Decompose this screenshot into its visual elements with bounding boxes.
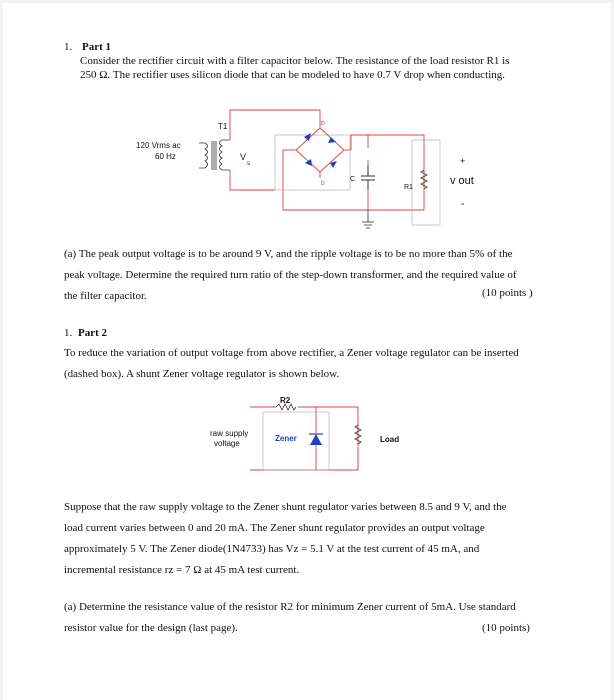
svg-text:D: D [321,121,325,127]
part1-title: Part 1 [82,41,112,53]
part2-body-line-2: load current varies between 0 and 20 mA. The Zener shunt regulator provides an output voltage [64,522,485,534]
zener-wiring [250,407,358,470]
part1-question-a-points: (10 points ) [482,287,533,299]
part2-title: Part 2 [78,327,108,339]
part1-question-a-line-1: (a) The peak output voltage is to be around 9 V, and the ripple voltage is to be no more than 5% of the [64,248,513,260]
part2-body [64,497,554,581]
vs-subscript: s [247,161,250,167]
vs-label: V [240,152,247,162]
part2-question-a-line-1: (a) Determine the resistance value of the resistor R2 for minimum Zener current of 5mA. Use standard [64,601,516,613]
part2-number: 1. [64,327,73,339]
ground-symbol [362,210,374,228]
source-frequency-label: 60 Hz [155,152,176,161]
vout-label: v out [450,175,474,187]
part1-question-a-line-2: peak voltage. Determine the required turn ratio of the step-down transformer, and the required value of [64,269,517,281]
load-label: Load [380,435,400,444]
filter-capacitor [361,165,375,190]
part2-intro-line-2: (dashed box). A shunt Zener voltage regulator is shown below. [64,368,340,380]
capacitor-label: C [350,176,356,183]
part2-body-line-4: incremental resistance rz = 7 Ω at 45 mA test current. [64,564,300,576]
source-voltage-label: 120 Vrms ac [136,141,181,150]
part2-question-a-points: (10 points) [482,622,530,634]
rectifier-wiring [230,110,424,210]
load-dashed-box [412,140,440,225]
part2-intro-line-1: To reduce the variation of output voltage from above rectifier, a Zener voltage regulator can be inserted [64,347,519,359]
rectifier-box [275,135,350,190]
load-resistor-label: R1 [404,184,413,191]
plus-sign: + [460,156,466,166]
part1-question-a [64,244,554,307]
part2-intro [64,343,554,385]
zener-label: Zener [275,434,297,443]
part2-body-line-1: Suppose that the raw supply voltage to the Zener shunt regulator varies between 8.5 and 9 V, and the [64,501,507,513]
part2-question-a [64,597,554,639]
part1-intro-line-1: Consider the rectifier circuit with a filter capacitor below. The resistance of the load resistor R1 is [80,55,510,67]
transformer-symbol [199,140,230,170]
part1-number: 1. [64,41,73,53]
r2-label: R2 [280,396,291,405]
transformer-label: T1 [218,122,228,131]
zener-diode-symbol [310,434,322,445]
part1-intro-line-2: 250 Ω. The rectifier uses silicon diode that can be modeled to have 0.7 V drop when conducting. [80,69,506,81]
part2-question-a-line-2: resistor value for the design (last page). [64,622,238,634]
part2-body-line-3: approximately 5 V. The Zener diode(1N4733) has Vz = 5.1 V at the test current of 45 mA, and [64,543,480,555]
svg-text:D: D [321,181,325,187]
part1-question-a-line-3: the filter capacitor. [64,290,147,302]
raw-supply-label-1: raw supply [210,429,249,438]
raw-supply-label-2: voltage [214,439,240,448]
minus-sign: - [461,199,465,210]
